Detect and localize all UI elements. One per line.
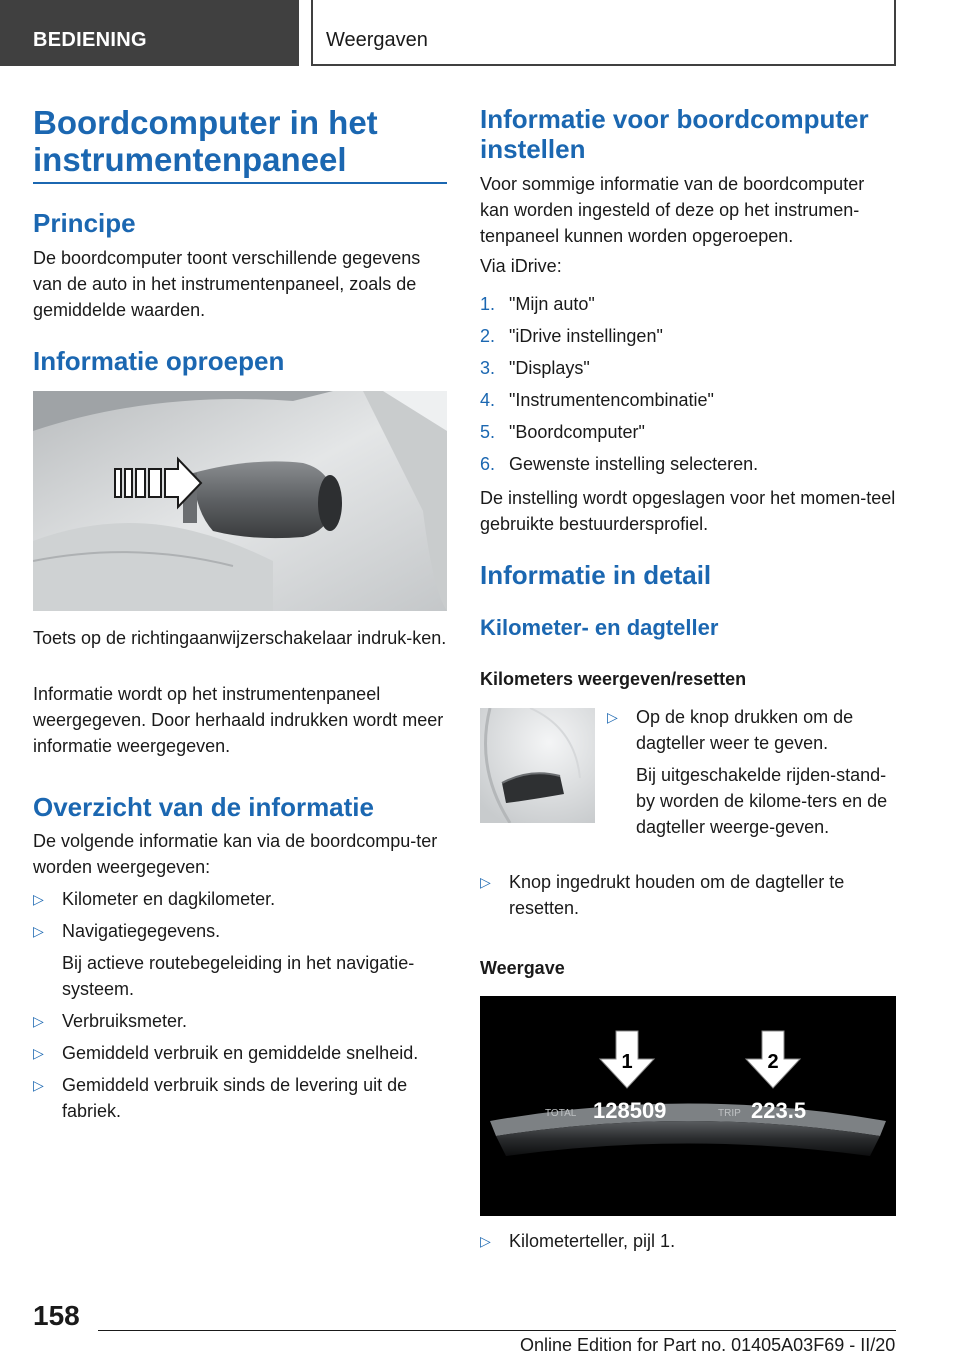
- list-item: [607, 704, 896, 840]
- triangle-right-outline-icon: ▷: [33, 1013, 44, 1029]
- overview-intro: De volgende informatie kan via de boordcompu-ter worden weergegeven:: [33, 831, 438, 877]
- settings-heading: Informatie voor boordcomputer instellen: [480, 104, 869, 164]
- display-list: [480, 1228, 896, 1260]
- title-divider: [33, 182, 447, 184]
- step-label: "Mijn auto": [509, 294, 595, 314]
- section-title: BEDIENING: [33, 29, 147, 51]
- trip-button-figure: [480, 708, 595, 823]
- stalk-button-figure: [33, 391, 447, 611]
- triangle-right-outline-icon: ▷: [480, 874, 491, 890]
- triangle-right-outline-icon: ▷: [33, 923, 44, 939]
- page-title: Boordcomputer in het instrumentenpaneel: [33, 104, 378, 178]
- step-number: 4.: [480, 390, 496, 410]
- step-item: [480, 355, 896, 381]
- overview-heading: Overzicht van de informatie: [33, 792, 374, 822]
- recall-instruction: Toets op de richtingaanwijzerschakelaar indruk-ken.: [33, 628, 447, 648]
- step-number: 1.: [480, 294, 496, 314]
- triangle-right-outline-icon: ▷: [33, 1077, 44, 1093]
- list-item-label: Kilometer en dagkilometer.: [62, 889, 276, 909]
- total-label: TOTAL: [545, 1108, 577, 1119]
- page-header: [0, 0, 960, 66]
- step-number: 3.: [480, 358, 496, 378]
- list-item-note: Bij uitgeschakelde rijden-stand-by worden de kilome-ters en de dagteller weerge-geven.: [636, 765, 888, 837]
- recall-description: Informatie wordt op het instrumentenpaneel weergegeven. Door herhaald indrukken wordt meer informatie weergegeven.: [33, 684, 444, 756]
- triangle-right-outline-icon: ▷: [33, 1045, 44, 1061]
- principle-text: De boordcomputer toont verschillende gegevens van de auto in het instrumentenpaneel, zoals de gemiddelde waarden.: [33, 248, 421, 320]
- step-label: "Displays": [509, 358, 590, 378]
- step-item: [480, 387, 896, 413]
- page-number: 158: [33, 1300, 80, 1331]
- instrument-display-figure: [480, 996, 896, 1216]
- step-number: 2.: [480, 326, 496, 346]
- odometer-heading: Kilometer- en dagteller: [480, 615, 719, 640]
- reset-list-wide: [480, 869, 896, 927]
- list-item: [33, 1072, 447, 1124]
- list-item-label: Verbruiksmeter.: [62, 1011, 188, 1031]
- list-item: [33, 1040, 447, 1066]
- detail-heading: Informatie in detail: [480, 560, 712, 590]
- trip-button-illustration: [480, 708, 595, 823]
- principle-heading: Principe: [33, 208, 136, 238]
- chapter-title: Weergaven: [326, 29, 428, 51]
- saved-text: De instelling wordt opgeslagen voor het momen-teel gebruikte bestuurdersprofiel.: [480, 488, 896, 534]
- step-label: "iDrive instellingen": [509, 326, 663, 346]
- section-tab: [0, 0, 299, 66]
- reset-list-narrow: [607, 704, 896, 846]
- display-heading: Weergave: [480, 958, 565, 978]
- step-label: "Instrumentencombinatie": [509, 390, 714, 410]
- via-idrive-label: Via iDrive:: [480, 256, 562, 276]
- triangle-right-outline-icon: ▷: [607, 709, 618, 725]
- recall-heading: Informatie oproepen: [33, 346, 285, 376]
- arrow-1-label: 1: [621, 1051, 633, 1073]
- step-item: [480, 451, 896, 477]
- overview-list: [33, 886, 447, 1130]
- trip-label: TRIP: [718, 1108, 741, 1119]
- triangle-right-outline-icon: ▷: [33, 891, 44, 907]
- settings-text: Voor sommige informatie van de boordcomputer kan worden ingesteld of deze op het instrumen-tenpaneel kunnen worden opgeroepen.: [480, 174, 865, 246]
- chapter-tab: [311, 0, 896, 66]
- step-number: 6.: [480, 454, 496, 474]
- list-item-label: Gemiddeld verbruik sinds de levering uit de fabriek.: [62, 1075, 408, 1121]
- step-item: [480, 323, 896, 349]
- list-item-label: Gemiddeld verbruik en gemiddelde snelheid.: [62, 1043, 419, 1063]
- list-item: [33, 918, 447, 1002]
- step-number: 5.: [480, 422, 496, 442]
- total-value: 128509: [593, 1098, 667, 1123]
- list-item-note: Bij actieve routebegeleiding in het navigatie-systeem.: [62, 953, 415, 999]
- list-item: [33, 1008, 447, 1034]
- list-item: [480, 1228, 896, 1254]
- footer-divider: [98, 1330, 896, 1331]
- list-item-label: Op de knop drukken om de dagteller weer te geven.: [636, 707, 854, 753]
- list-item-label: Kilometerteller, pijl 1.: [509, 1231, 676, 1251]
- step-item: [480, 419, 896, 445]
- triangle-right-outline-icon: ▷: [480, 1233, 491, 1249]
- list-item-label: Navigatiegegevens.: [62, 921, 221, 941]
- arrow-2-label: 2: [767, 1051, 779, 1073]
- stalk-button-illustration: [33, 391, 447, 611]
- step-label: Gewenste instelling selecteren.: [509, 454, 759, 474]
- list-item: [33, 886, 447, 912]
- reset-heading: Kilometers weergeven/resetten: [480, 669, 747, 689]
- settings-steps: [480, 291, 896, 483]
- list-item-label: Knop ingedrukt houden om de dagteller te resetten.: [509, 872, 845, 918]
- edition-note: Online Edition for Part no. 01405A03F69 - II/20: [520, 1335, 896, 1355]
- step-item: [480, 291, 896, 317]
- step-label: "Boordcomputer": [509, 422, 645, 442]
- list-item: [480, 869, 896, 921]
- instrument-display-illustration: [480, 996, 896, 1216]
- trip-value: 223.5: [751, 1098, 807, 1123]
